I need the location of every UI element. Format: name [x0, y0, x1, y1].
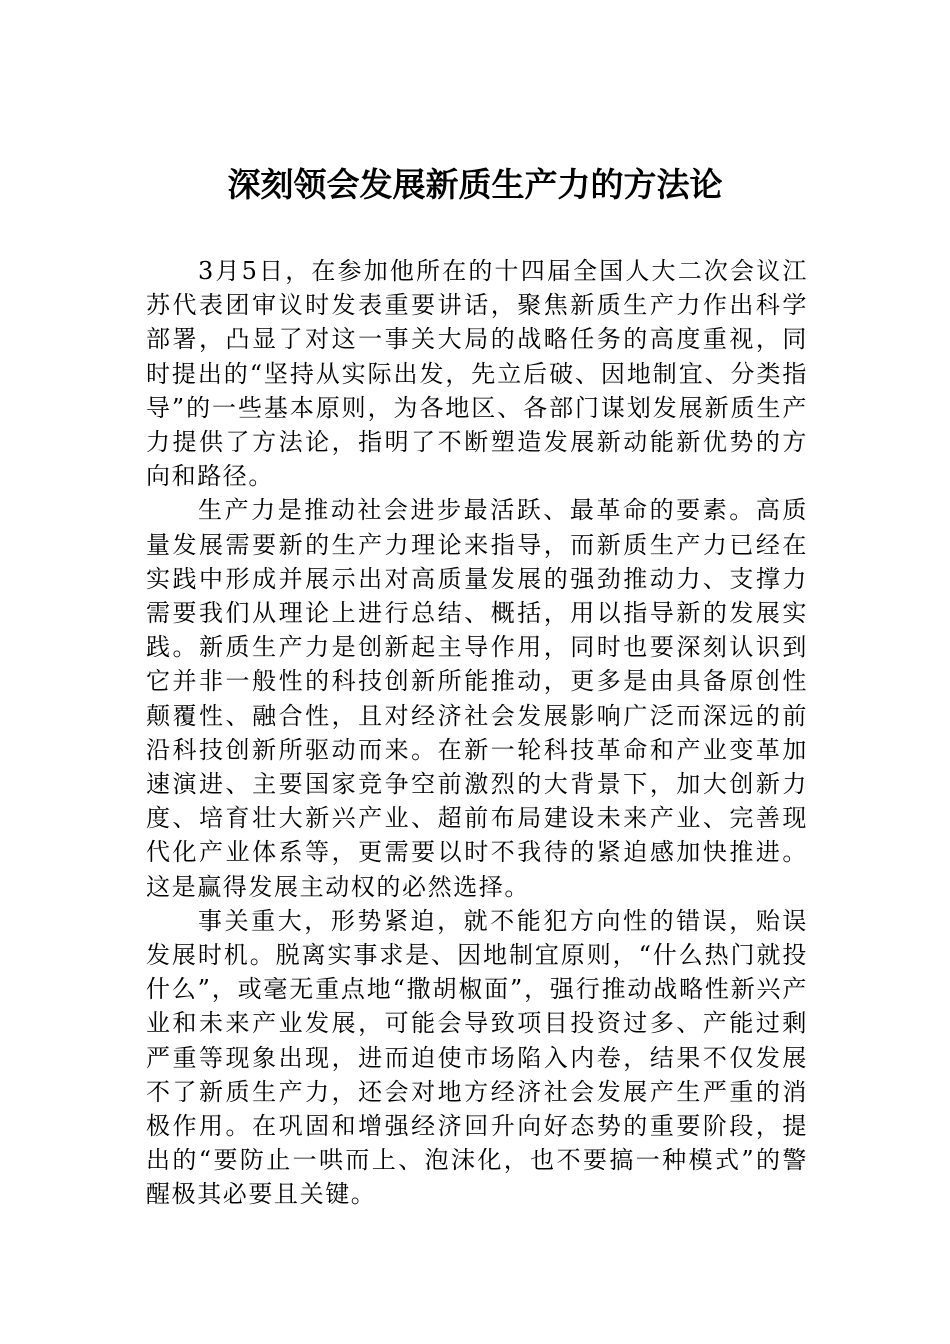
- document-title: 深刻领会发展新质生产力的方法论: [227, 165, 723, 204]
- paragraph-3: 事关重大，形势紧迫，就不能犯方向性的错误，贻误发展时机。脱离实事求是、因地制宜原则，“什么热门就投什么”，或毫无重点地“撒胡椒面”，强行推动战略性新兴产业和未来产业发展，可能会导致项目投资过多、产能过剩严重等现象出现，进而迫使市场陷入内卷，结果不仅发展不了新质生产力，还会对地方经济社会发展产生严重的消极作用。在巩固和增强经济回升向好态势的重要阶段，提出的“要防止一哄而上、泡沫化，也不要搞一种模式”的警醒极其必要且关键。: [146, 906, 808, 1209]
- paragraph-2: 生产力是推动社会进步最活跃、最革命的要素。高质量发展需要新的生产力理论来指导，而新质生产力已经在实践中形成并展示出对高质量发展的强劲推动力、支撑力需要我们从理论上进行总结、概括，用以指导新的发展实践。新质生产力是创新起主导作用，同时也要深刻认识到它并非一般性的科技创新所能推动，更多是由具备原创性颠覆性、融合性，且对经济社会发展影响广泛而深远的前沿科技创新所驱动而来。在新一轮科技革命和产业变革加速演进、主要国家竞争空前激烈的大背景下，加大创新力度、培育壮大新兴产业、超前布局建设未来产业、完善现代化产业体系等，更需要以时不我待的紧迫感加快推进。这是赢得发展主动权的必然选择。: [146, 496, 808, 901]
- paragraph-1: 3月5日，在参加他所在的十四届全国人大二次会议江苏代表团审议时发表重要讲话，聚焦新质生产力作出科学部署，凸显了对这一事关大局的战略任务的高度重视，同时提出的“坚持从实际出发，先立后破、因地制宜、分类指导”的一些基本原则，为各地区、各部门谋划发展新质生产力提供了方法论，指明了不断塑造发展新动能新优势的方向和路径。: [146, 257, 808, 491]
- document-body: [146, 254, 808, 1212]
